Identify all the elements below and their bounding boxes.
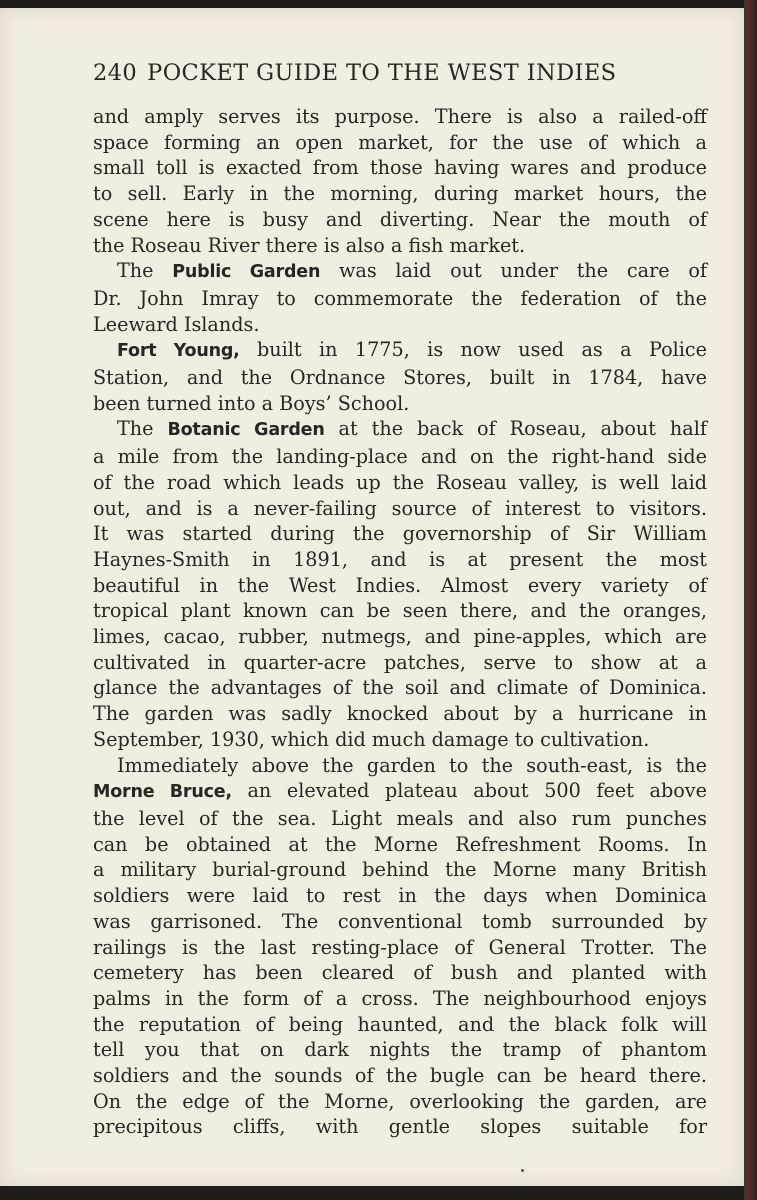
paragraph	[93, 104, 707, 258]
text-run: The	[117, 259, 173, 283]
heading-morne-bruce: Morne Bruce,	[93, 782, 232, 803]
text-line: Station, and the Ordnance Stores, built in 1784, have	[93, 366, 707, 390]
text-line: precipitous cliffs, with gentle slopes suitable for	[93, 1115, 707, 1139]
text-line	[93, 337, 707, 365]
text-line: cultivated in quarter-acre patches, serve to show at a	[93, 650, 707, 674]
text-line: to sell. Early in the morning, during market hours, the	[93, 182, 707, 206]
page-number: 240	[93, 60, 138, 86]
text-line: a military burial-ground behind the Morne many British	[93, 858, 707, 882]
paragraph-fort-young	[93, 337, 707, 416]
text-line: Leeward Islands.	[93, 312, 260, 336]
text-run: at the back of Roseau, about half	[324, 417, 707, 441]
running-header	[93, 60, 713, 86]
text-line: The garden was sadly knocked about by a hurricane in	[93, 702, 707, 726]
text-line	[93, 416, 707, 444]
text-run: an elevated plateau about 500 feet above	[231, 779, 707, 803]
page-body	[93, 104, 707, 1140]
text-line: the level of the sea. Light meals and also rum punches	[93, 806, 707, 830]
text-line: been turned into a Boys’ School.	[93, 391, 410, 415]
text-line: tropical plant known can be seen there, and the oranges,	[93, 599, 707, 623]
text-run: was laid out under the care of	[320, 259, 707, 283]
paragraph-morne-bruce	[93, 753, 707, 1141]
heading-public-garden: Public Garden	[172, 262, 321, 283]
text-line: beautiful in the West Indies. Almost every variety of	[93, 573, 707, 597]
text-line: scene here is busy and diverting. Near the mouth of	[93, 207, 707, 231]
book-spine-edge	[744, 0, 757, 1200]
text-line	[93, 258, 707, 286]
text-line: soldiers were laid to rest in the days when Dominica	[93, 884, 707, 908]
book-page	[0, 8, 744, 1186]
text-line: glance the advantages of the soil and climate of Dominica.	[93, 676, 707, 700]
text-run: built in 1775, is now used as a Police	[239, 338, 707, 362]
text-line: Dr. John Imray to commemorate the federation of the	[93, 286, 707, 310]
text-line: soldiers and the sounds of the bugle can be heard there.	[93, 1064, 707, 1088]
text-line: cemetery has been cleared of bush and planted with	[93, 961, 707, 985]
text-line: It was started during the governorship of Sir William	[93, 522, 707, 546]
paragraph-public-garden	[93, 258, 707, 337]
running-title: POCKET GUIDE TO THE WEST INDIES	[147, 60, 617, 86]
text-line	[93, 778, 707, 806]
text-line: was garrisoned. The conventional tomb surrounded by	[93, 909, 707, 933]
text-line: Immediately above the garden to the south-east, is the	[117, 753, 707, 777]
text-line: the Roseau River there is also a fish market.	[93, 233, 526, 257]
text-line: and amply serves its purpose. There is also a railed-off	[93, 105, 707, 128]
text-line: a mile from the landing-place and on the right-hand side	[93, 445, 707, 469]
text-line: September, 1930, which did much damage to cultivation.	[93, 727, 650, 751]
print-speck	[521, 1169, 524, 1172]
text-line: can be obtained at the Morne Refreshment Rooms. In	[93, 832, 707, 856]
text-line: palms in the form of a cross. The neighbourhood enjoys	[93, 986, 707, 1010]
text-line: Haynes-Smith in 1891, and is at present the most	[93, 547, 707, 571]
text-line: out, and is a never-failing source of interest to visitors.	[93, 496, 707, 520]
text-line: space forming an open market, for the use of which a	[93, 130, 707, 154]
text-run: The	[117, 417, 168, 441]
text-line: limes, cacao, rubber, nutmegs, and pine-apples, which are	[93, 625, 707, 649]
text-line: On the edge of the Morne, overlooking the garden, are	[93, 1089, 707, 1113]
heading-botanic-garden: Botanic Garden	[167, 420, 325, 441]
text-line: tell you that on dark nights the tramp of phantom	[93, 1038, 707, 1062]
heading-fort-young: Fort Young,	[117, 341, 240, 362]
text-line: railings is the last resting-place of General Trotter. The	[93, 935, 707, 959]
text-line: of the road which leads up the Roseau valley, is well laid	[93, 470, 707, 494]
text-line: the reputation of being haunted, and the black folk will	[93, 1012, 707, 1036]
text-line: small toll is exacted from those having wares and produce	[93, 156, 707, 180]
paragraph-botanic-garden	[93, 416, 707, 752]
